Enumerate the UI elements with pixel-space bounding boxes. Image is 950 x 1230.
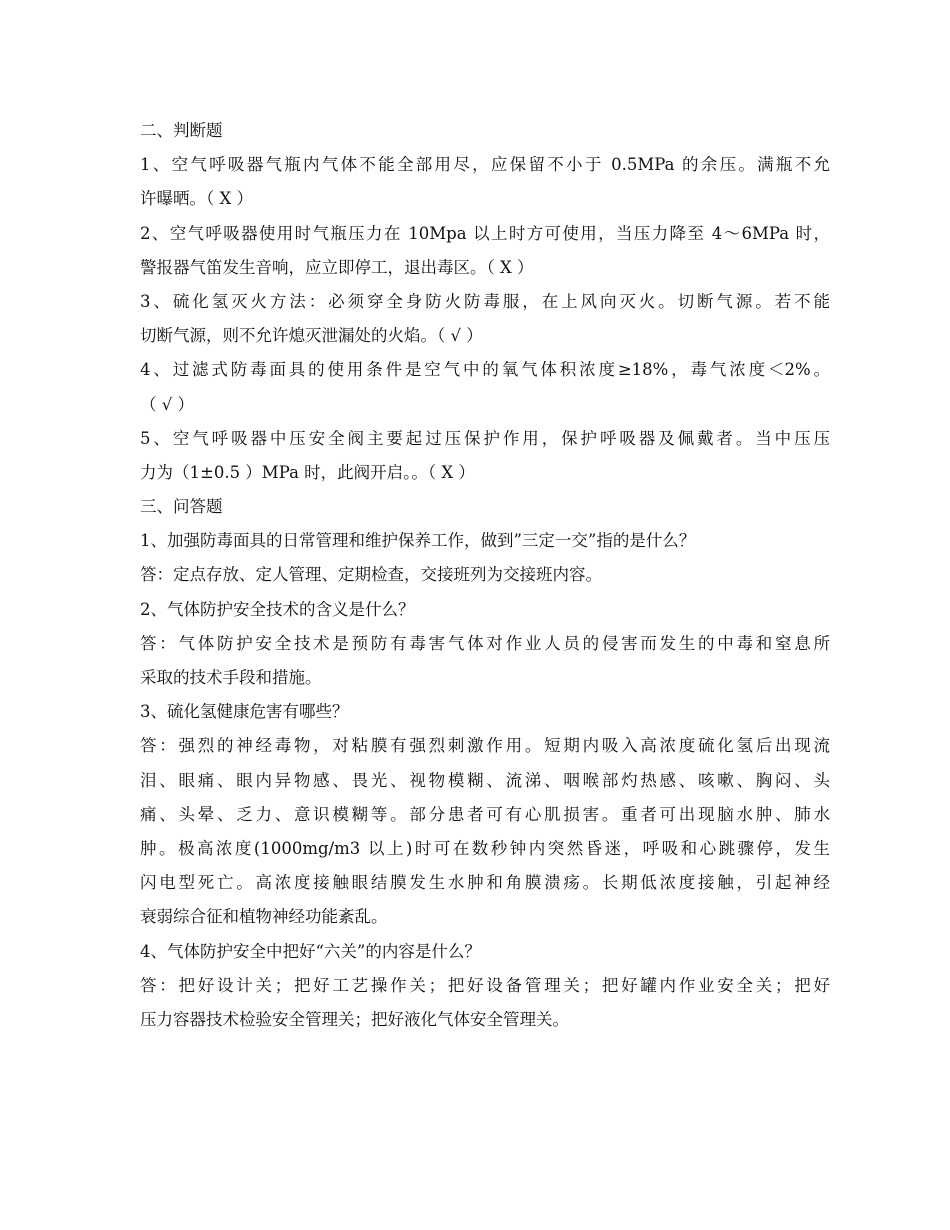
- text-line: 压力容器技术检验安全管理关；把好液化气体安全管理关。: [140, 1009, 569, 1029]
- text-line: 4、气体防护安全中把好“六关”的内容是什么？: [140, 941, 481, 961]
- text-line: 肿。极高浓度(1000mg/m3 以上)时可在数秒钟内突然昏迷，呼吸和心跳骤停，发生: [140, 838, 830, 858]
- text-line: 答：气体防护安全技术是预防有毒害气体对作业人员的侵害而发生的中毒和窒息所: [140, 633, 830, 653]
- text-line: 衰弱综合征和植物神经功能紊乱。: [140, 907, 388, 927]
- text-line: 闪电型死亡。高浓度接触眼结膜发生水肿和角膜溃疡。长期低浓度接触，引起神经: [140, 873, 830, 893]
- text-line: 痛、头晕、乏力、意识模糊等。部分患者可有心肌损害。重者可出现脑水肿、肺水: [140, 804, 830, 824]
- text-line: 三、问答题: [140, 497, 223, 517]
- text-line: 答：强烈的神经毒物，对粘膜有强烈刺激作用。短期内吸入高浓度硫化氢后出现流: [140, 736, 830, 756]
- text-line: 答：把好设计关；把好工艺操作关；把好设备管理关；把好罐内作业安全关；把好: [140, 975, 830, 995]
- text-line: 4、过滤式防毒面具的使用条件是空气中的氧气体积浓度≥18%，毒气浓度＜2%。: [140, 360, 830, 380]
- document-page: [140, 114, 830, 1037]
- text-line: 力为（1±0.5 ）MPa 时，此阀开启。。（ X ）: [140, 462, 475, 482]
- text-line: 采取的技术手段和措施。: [140, 668, 322, 687]
- text-line: 答：定点存放、定人管理、定期检查，交接班列为交接班内容。: [140, 565, 602, 585]
- text-line: 3、硫化氢健康危害有哪些？: [140, 702, 349, 722]
- text-line: 二、判断题: [140, 121, 223, 140]
- text-line: 5、空气呼吸器中压安全阀主要起过压保护作用，保护呼吸器及佩戴者。当中压压: [140, 428, 830, 448]
- text-line: 泪、眼痛、眼内异物感、畏光、视物模糊、流涕、咽喉部灼热感、咳嗽、胸闷、头: [140, 770, 830, 790]
- text-line: 切断气源，则不允许熄灭泄漏处的火焰。（ √ ）: [140, 326, 483, 346]
- text-line: 警报器气笛发生音响，应立即停工，退出毒区。（ X ）: [140, 257, 534, 277]
- text-line: 3、硫化氢灭火方法：必须穿全身防火防毒服，在上风向灭火。切断气源。若不能: [140, 291, 830, 311]
- text-line: 1、空气呼吸器气瓶内气体不能全部用尽，应保留不小于 0.5MPa 的余压。满瓶不允: [140, 155, 830, 175]
- text-line: 许曝晒。（ X ）: [140, 189, 253, 209]
- text-line: 2、气体防护安全技术的含义是什么？: [140, 599, 415, 619]
- text-line: 1、加强防毒面具的日常管理和维护保养工作，做到”三定一交”指的是什么？: [140, 531, 696, 551]
- text-line: 2、空气呼吸器使用时气瓶压力在 10Mpa 以上时方可使用，当压力降至 4～6MPa 时，: [140, 223, 830, 243]
- text-line: （ √ ）: [140, 394, 195, 414]
